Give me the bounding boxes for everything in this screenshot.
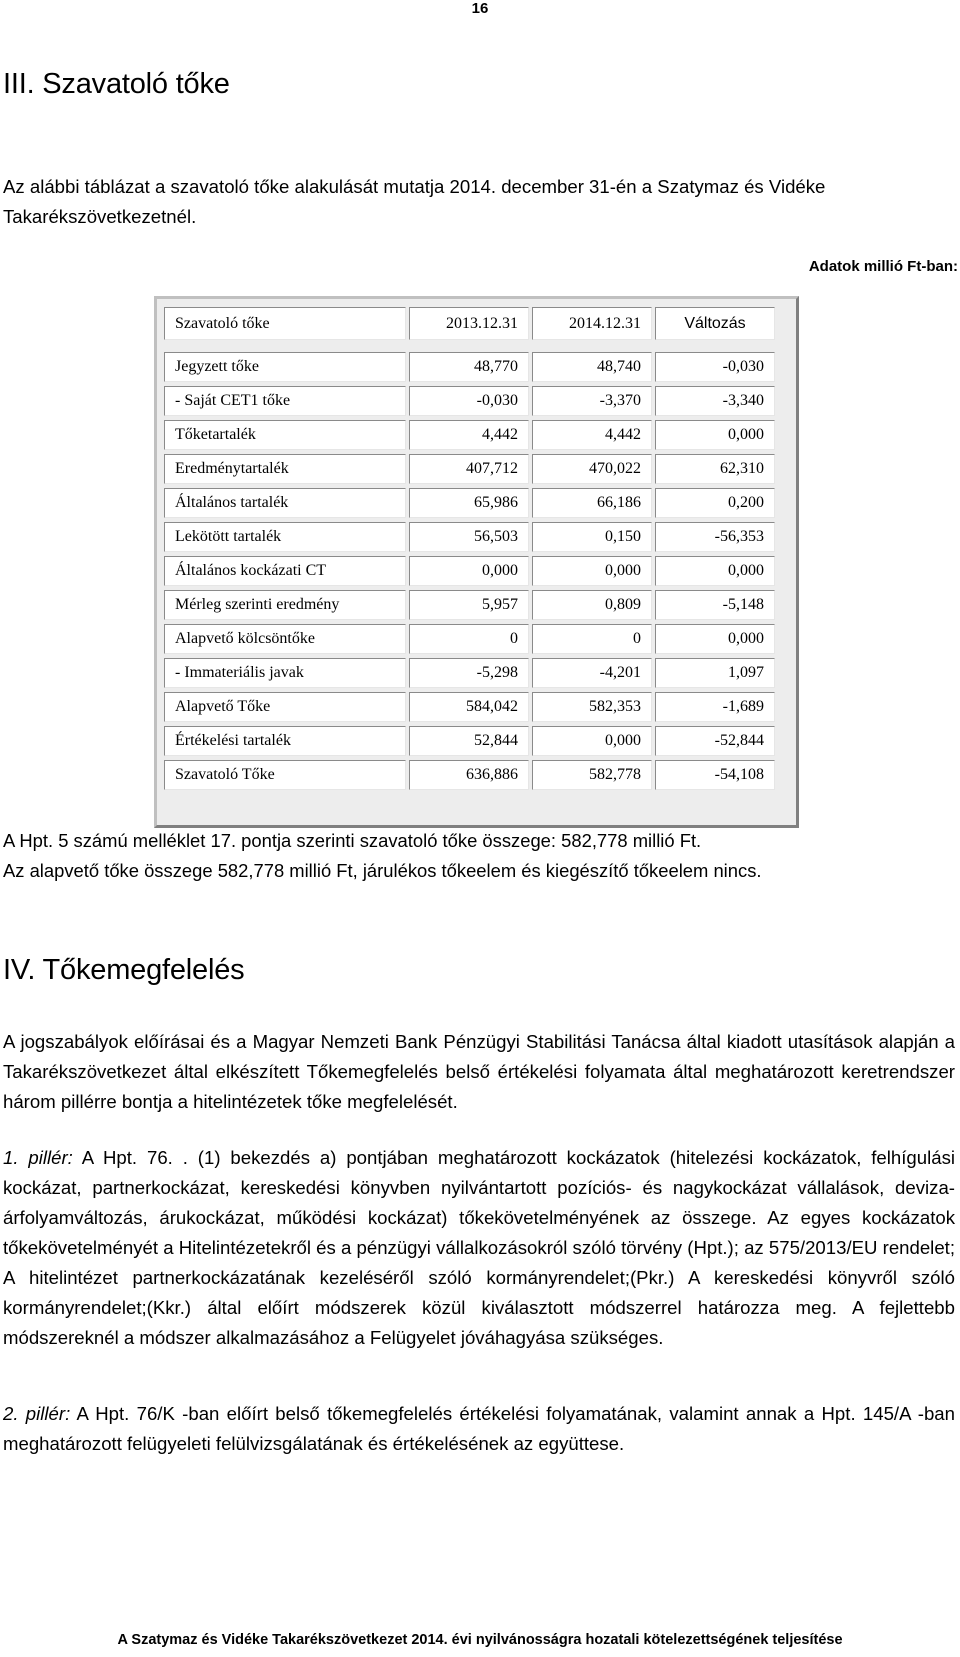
row-change-cell: 62,310 [655,454,775,484]
row-value-2013-cell: 636,886 [409,760,529,790]
table-header-row [164,307,775,340]
capital-table-frame [154,296,799,828]
table-row [164,658,775,688]
row-value-2014-cell: 0 [532,624,652,654]
row-label-cell: Mérleg szerinti eredmény [164,590,406,620]
header-cell-change: Változás [655,307,775,340]
header-cell-label: Szavatoló tőke [164,307,406,340]
pillar-2-label: 2. pillér: [3,1403,71,1424]
row-change-cell: -56,353 [655,522,775,552]
table-row [164,386,775,416]
row-value-2014-cell: 470,022 [532,454,652,484]
row-change-cell: -3,340 [655,386,775,416]
row-label-cell: - Saját CET1 tőke [164,386,406,416]
row-label-cell: Eredménytartalék [164,454,406,484]
page-number: 16 [471,0,489,17]
pillar-1-text: A Hpt. 76. . (1) bekezdés a) pontjában meghatározott kockázatok (hitelezési kockázatok, felhígulási kockázat, partnerkockázat, kereskedési könyvben nyilvántartott pozíciós- és nagykockázat vállalások, deviza-árfolyamváltozás, árukockázat, működési kockázat) tőkekövetelményének az összege. Az egyes kockázatok tőkekövetelményét a Hitelintézetekről és a pénzügyi vállalkozásokról szóló törvény (Hpt.); az 575/2013/EU rendelet; A hitelintézet partnerkockázatának kezeléséről szóló kormányrendelet;(Pkr.) A kereskedési könyvről szóló kormányrendelet;(Kkr.) által előírt módszerek közül kiválasztott módszerrel határozza meg. A fejlettebb módszereknél a módszer alkalmazásához a Felügyelet jóváhagyása szükséges. [3,1147,955,1348]
capital-note-2: Az alapvető tőke összege 582,778 millió Ft, járulékos tőkeelem és kiegészítő tőkeelem nincs. [3,860,762,881]
row-label-cell: Szavatoló Tőke [164,760,406,790]
section-title-szavatolo-toke: III. Szavatoló tőke [3,68,230,100]
row-label-cell: Alapvető Tőke [164,692,406,722]
row-value-2013-cell: 0 [409,624,529,654]
header-cell-2014: 2014.12.31 [532,307,652,340]
row-value-2013-cell: -5,298 [409,658,529,688]
row-label-cell: Alapvető kölcsöntőke [164,624,406,654]
table-row [164,624,775,654]
row-value-2013-cell: 65,986 [409,488,529,518]
row-value-2014-cell: 66,186 [532,488,652,518]
row-value-2014-cell: 582,353 [532,692,652,722]
row-change-cell: 0,000 [655,624,775,654]
pillar-1-label: 1. pillér: [3,1147,73,1168]
units-note: Adatok millió Ft-ban: [808,258,958,275]
row-change-cell: -1,689 [655,692,775,722]
pillar-2-text: A Hpt. 76/K -ban előírt belső tőkemegfelelés értékelési folyamatának, valamint annak a Hpt. 145/A -ban meghatározott felügyeleti felülvizsgálatának és értékelésének az együttese. [3,1403,955,1454]
pillar-1-paragraph [3,1143,955,1353]
row-value-2014-cell: 0,809 [532,590,652,620]
capital-table [161,303,778,794]
row-value-2014-cell: 48,740 [532,352,652,382]
table-intro-paragraph: Az alábbi táblázat a szavatoló tőke alakulását mutatja 2014. december 31-én a Szatymaz és Vidéke Takarékszövetkezetnél. [3,176,826,227]
row-change-cell: 0,000 [655,556,775,586]
table-row [164,556,775,586]
table-row [164,590,775,620]
row-value-2014-cell: 0,000 [532,556,652,586]
row-value-2013-cell: 56,503 [409,522,529,552]
row-value-2013-cell: -0,030 [409,386,529,416]
row-label-cell: Tőketartalék [164,420,406,450]
row-label-cell: Általános kockázati CT [164,556,406,586]
table-row [164,454,775,484]
row-value-2014-cell: 582,778 [532,760,652,790]
row-label-cell: - Immateriális javak [164,658,406,688]
table-row [164,352,775,382]
row-change-cell: -52,844 [655,726,775,756]
row-value-2014-cell: -4,201 [532,658,652,688]
row-value-2013-cell: 407,712 [409,454,529,484]
row-label-cell: Jegyzett tőke [164,352,406,382]
page-footer: A Szatymaz és Vidéke Takarékszövetkezet 2014. évi nyilvánosságra hozatali kötelezettségének teljesítése [117,1632,843,1648]
capital-note-1: A Hpt. 5 számú melléklet 17. pontja szerinti szavatoló tőke összege: 582,778 millió Ft. [3,830,702,851]
row-change-cell: 0,000 [655,420,775,450]
row-value-2013-cell: 0,000 [409,556,529,586]
row-value-2013-cell: 48,770 [409,352,529,382]
row-change-cell: 1,097 [655,658,775,688]
table-row [164,522,775,552]
row-change-cell: -54,108 [655,760,775,790]
row-value-2013-cell: 4,442 [409,420,529,450]
row-change-cell: -0,030 [655,352,775,382]
header-cell-2013: 2013.12.31 [409,307,529,340]
table-row [164,488,775,518]
row-label-cell: Lekötött tartalék [164,522,406,552]
row-value-2013-cell: 52,844 [409,726,529,756]
row-value-2013-cell: 584,042 [409,692,529,722]
row-value-2014-cell: 4,442 [532,420,652,450]
row-value-2014-cell: -3,370 [532,386,652,416]
tokemegfeleles-intro: A jogszabályok előírásai és a Magyar Nemzeti Bank Pénzügyi Stabilitási Tanácsa által kiadott utasítások alapján a Takarékszövetkezet által elkészített Tőkemegfelelés belső értékelési folyamata által meghatározott keretrendszer három pillérre bontja a hitelintézetek tőke megfelelését. [3,1031,955,1112]
table-row [164,726,775,756]
row-value-2014-cell: 0,150 [532,522,652,552]
row-label-cell: Általános tartalék [164,488,406,518]
row-change-cell: -5,148 [655,590,775,620]
section-title-tokemegfeleles: IV. Tőkemegfelelés [3,954,245,986]
table-row [164,420,775,450]
row-value-2013-cell: 5,957 [409,590,529,620]
row-label-cell: Értékelési tartalék [164,726,406,756]
table-row [164,760,775,790]
pillar-2-paragraph [3,1399,955,1459]
row-value-2014-cell: 0,000 [532,726,652,756]
row-change-cell: 0,200 [655,488,775,518]
table-row [164,692,775,722]
